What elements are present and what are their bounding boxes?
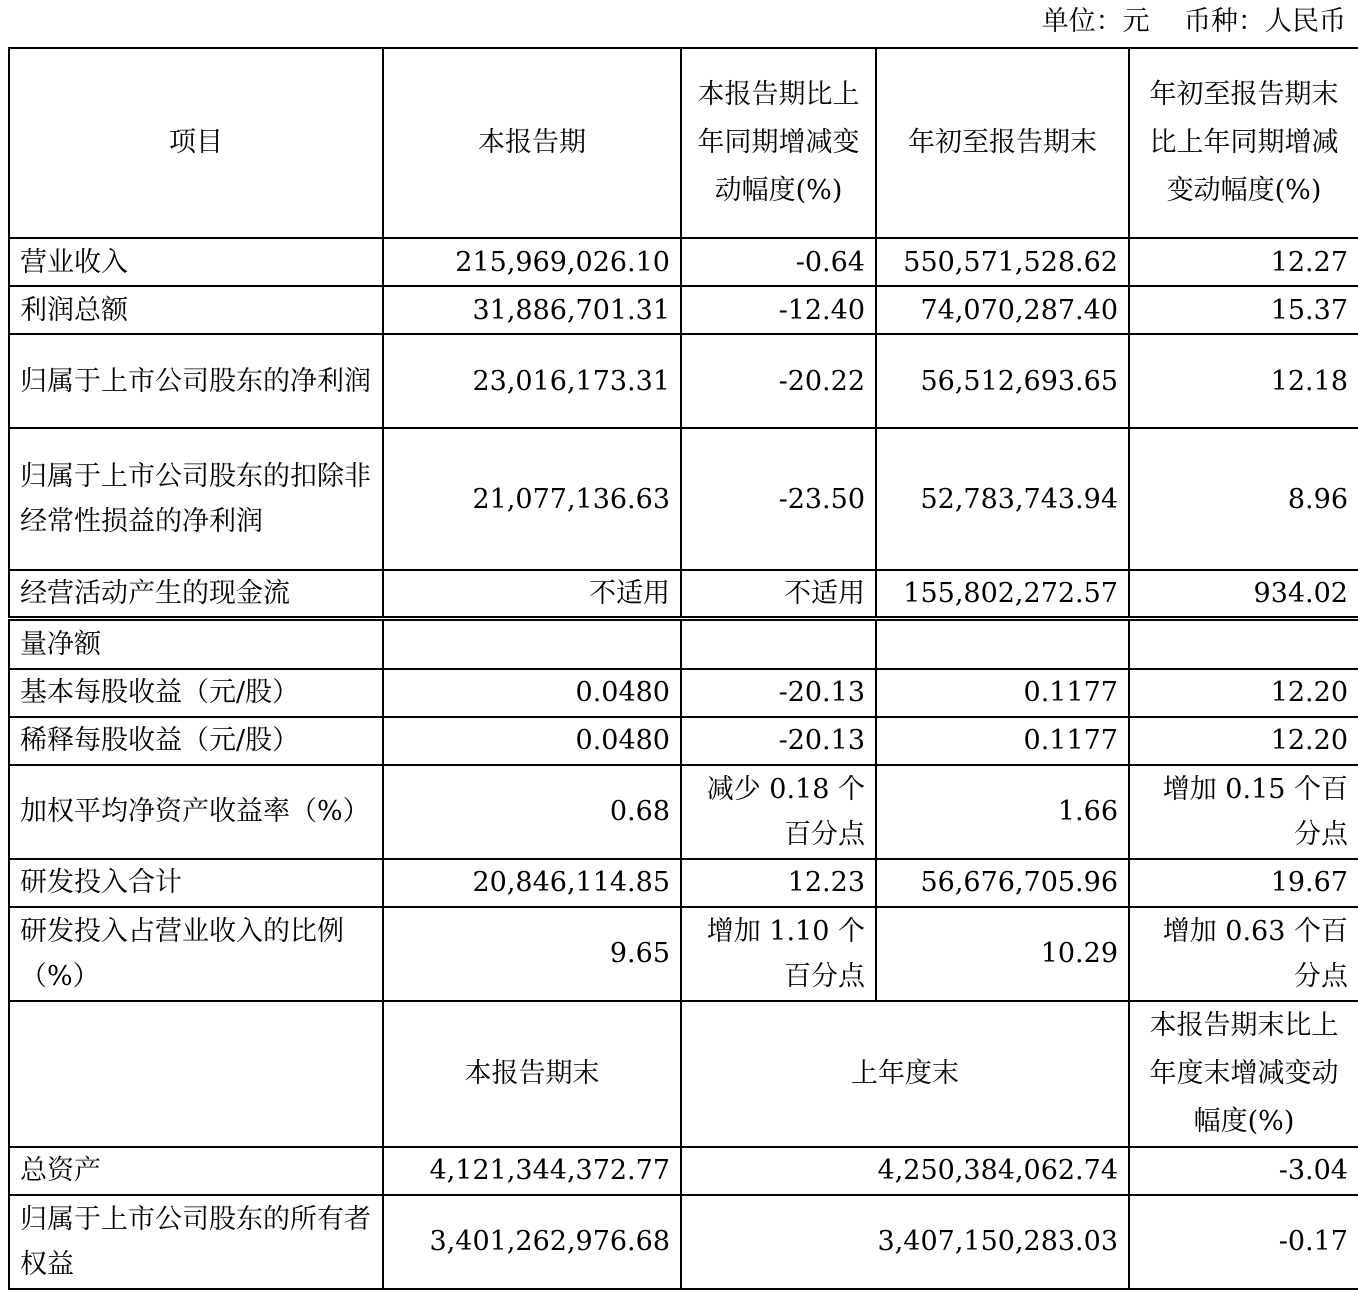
row-ytd: 1.66: [876, 765, 1129, 859]
row-item: 利润总额: [9, 286, 383, 334]
balance-change: -3.04: [1129, 1147, 1358, 1195]
balance-header-prior-year-end: 上年度末: [681, 1001, 1129, 1147]
balance-change: -0.17: [1129, 1195, 1358, 1289]
row-ytd: 52,783,743.94: [876, 428, 1129, 570]
row-item: 基本每股收益（元/股）: [9, 669, 383, 717]
row-ytd-change: 12.20: [1129, 717, 1358, 765]
row-ytd: 550,571,528.62: [876, 238, 1129, 286]
table-row: [9, 619, 1358, 669]
row-current: 不适用: [383, 570, 681, 619]
row-current: 23,016,173.31: [383, 334, 681, 428]
header-ytd: 年初至报告期末: [876, 48, 1129, 238]
row-current: 31,886,701.31: [383, 286, 681, 334]
table-row: [9, 428, 1358, 570]
row-current-change: [681, 619, 876, 669]
row-ytd-change: 15.37: [1129, 286, 1358, 334]
row-current-change: -0.64: [681, 238, 876, 286]
row-current-change: 减少 0.18 个百分点: [681, 765, 876, 859]
header-current-period: 本报告期: [383, 48, 681, 238]
row-current: [383, 619, 681, 669]
row-current: 0.68: [383, 765, 681, 859]
row-item: 营业收入: [9, 238, 383, 286]
row-item: 稀释每股收益（元/股）: [9, 717, 383, 765]
row-current: 9.65: [383, 907, 681, 1001]
table-header-row: [9, 48, 1358, 238]
balance-header-blank: [9, 1001, 383, 1147]
row-current-change: 不适用: [681, 570, 876, 619]
header-item: 项目: [9, 48, 383, 238]
row-ytd-change: 934.02: [1129, 570, 1358, 619]
row-current: 0.0480: [383, 669, 681, 717]
table-row: [9, 570, 1358, 619]
table-row: [9, 907, 1358, 1001]
financial-data-table: [8, 47, 1358, 1290]
row-ytd-change: 12.27: [1129, 238, 1358, 286]
row-ytd-change: 12.18: [1129, 334, 1358, 428]
row-ytd-change: 19.67: [1129, 859, 1358, 907]
row-current-change: -23.50: [681, 428, 876, 570]
balance-header-change: 本报告期末比上年度末增减变动幅度(%): [1129, 1001, 1358, 1147]
balance-period-end: 4,121,344,372.77: [383, 1147, 681, 1195]
row-current-change: 12.23: [681, 859, 876, 907]
row-ytd-change: [1129, 619, 1358, 669]
row-ytd: 74,070,287.40: [876, 286, 1129, 334]
table-row: [9, 859, 1358, 907]
row-current-change: -12.40: [681, 286, 876, 334]
row-ytd: [876, 619, 1129, 669]
header-current-change: 本报告期比上年同期增减变动幅度(%): [681, 48, 876, 238]
table-row: [9, 765, 1358, 859]
balance-header-period-end: 本报告期末: [383, 1001, 681, 1147]
row-current-change: -20.13: [681, 669, 876, 717]
row-ytd: 10.29: [876, 907, 1129, 1001]
row-current-change: -20.22: [681, 334, 876, 428]
table-row: [9, 669, 1358, 717]
table-row: [9, 286, 1358, 334]
row-ytd: 56,512,693.65: [876, 334, 1129, 428]
row-current-change: -20.13: [681, 717, 876, 765]
row-ytd: 0.1177: [876, 717, 1129, 765]
row-current: 21,077,136.63: [383, 428, 681, 570]
row-item: 研发投入合计: [9, 859, 383, 907]
row-ytd: 56,676,705.96: [876, 859, 1129, 907]
balance-row: [9, 1147, 1358, 1195]
row-ytd-change: 增加 0.63 个百分点: [1129, 907, 1358, 1001]
balance-prior-year-end: 3,407,150,283.03: [681, 1195, 1129, 1289]
balance-header-row: [9, 1001, 1358, 1147]
unit-currency-note: 单位：元 币种：人民币: [1041, 6, 1346, 37]
row-ytd: 155,802,272.57: [876, 570, 1129, 619]
balance-item: 总资产: [9, 1147, 383, 1195]
balance-period-end: 3,401,262,976.68: [383, 1195, 681, 1289]
row-item: 经营活动产生的现金流: [9, 570, 383, 619]
row-item: 加权平均净资产收益率（%）: [9, 765, 383, 859]
balance-row: [9, 1195, 1358, 1289]
header-ytd-change: 年初至报告期末比上年同期增减变动幅度(%): [1129, 48, 1358, 238]
row-ytd-change: 8.96: [1129, 428, 1358, 570]
row-ytd: 0.1177: [876, 669, 1129, 717]
row-ytd-change: 增加 0.15 个百分点: [1129, 765, 1358, 859]
row-item: 归属于上市公司股东的净利润: [9, 334, 383, 428]
balance-prior-year-end: 4,250,384,062.74: [681, 1147, 1129, 1195]
table-row: [9, 334, 1358, 428]
row-current-change: 增加 1.10 个百分点: [681, 907, 876, 1001]
table-row: [9, 717, 1358, 765]
row-item: 归属于上市公司股东的扣除非经常性损益的净利润: [9, 428, 383, 570]
balance-item: 归属于上市公司股东的所有者权益: [9, 1195, 383, 1289]
row-item: 量净额: [9, 619, 383, 669]
row-current: 0.0480: [383, 717, 681, 765]
row-current: 20,846,114.85: [383, 859, 681, 907]
row-current: 215,969,026.10: [383, 238, 681, 286]
row-item: 研发投入占营业收入的比例（%）: [9, 907, 383, 1001]
row-ytd-change: 12.20: [1129, 669, 1358, 717]
table-row: [9, 238, 1358, 286]
